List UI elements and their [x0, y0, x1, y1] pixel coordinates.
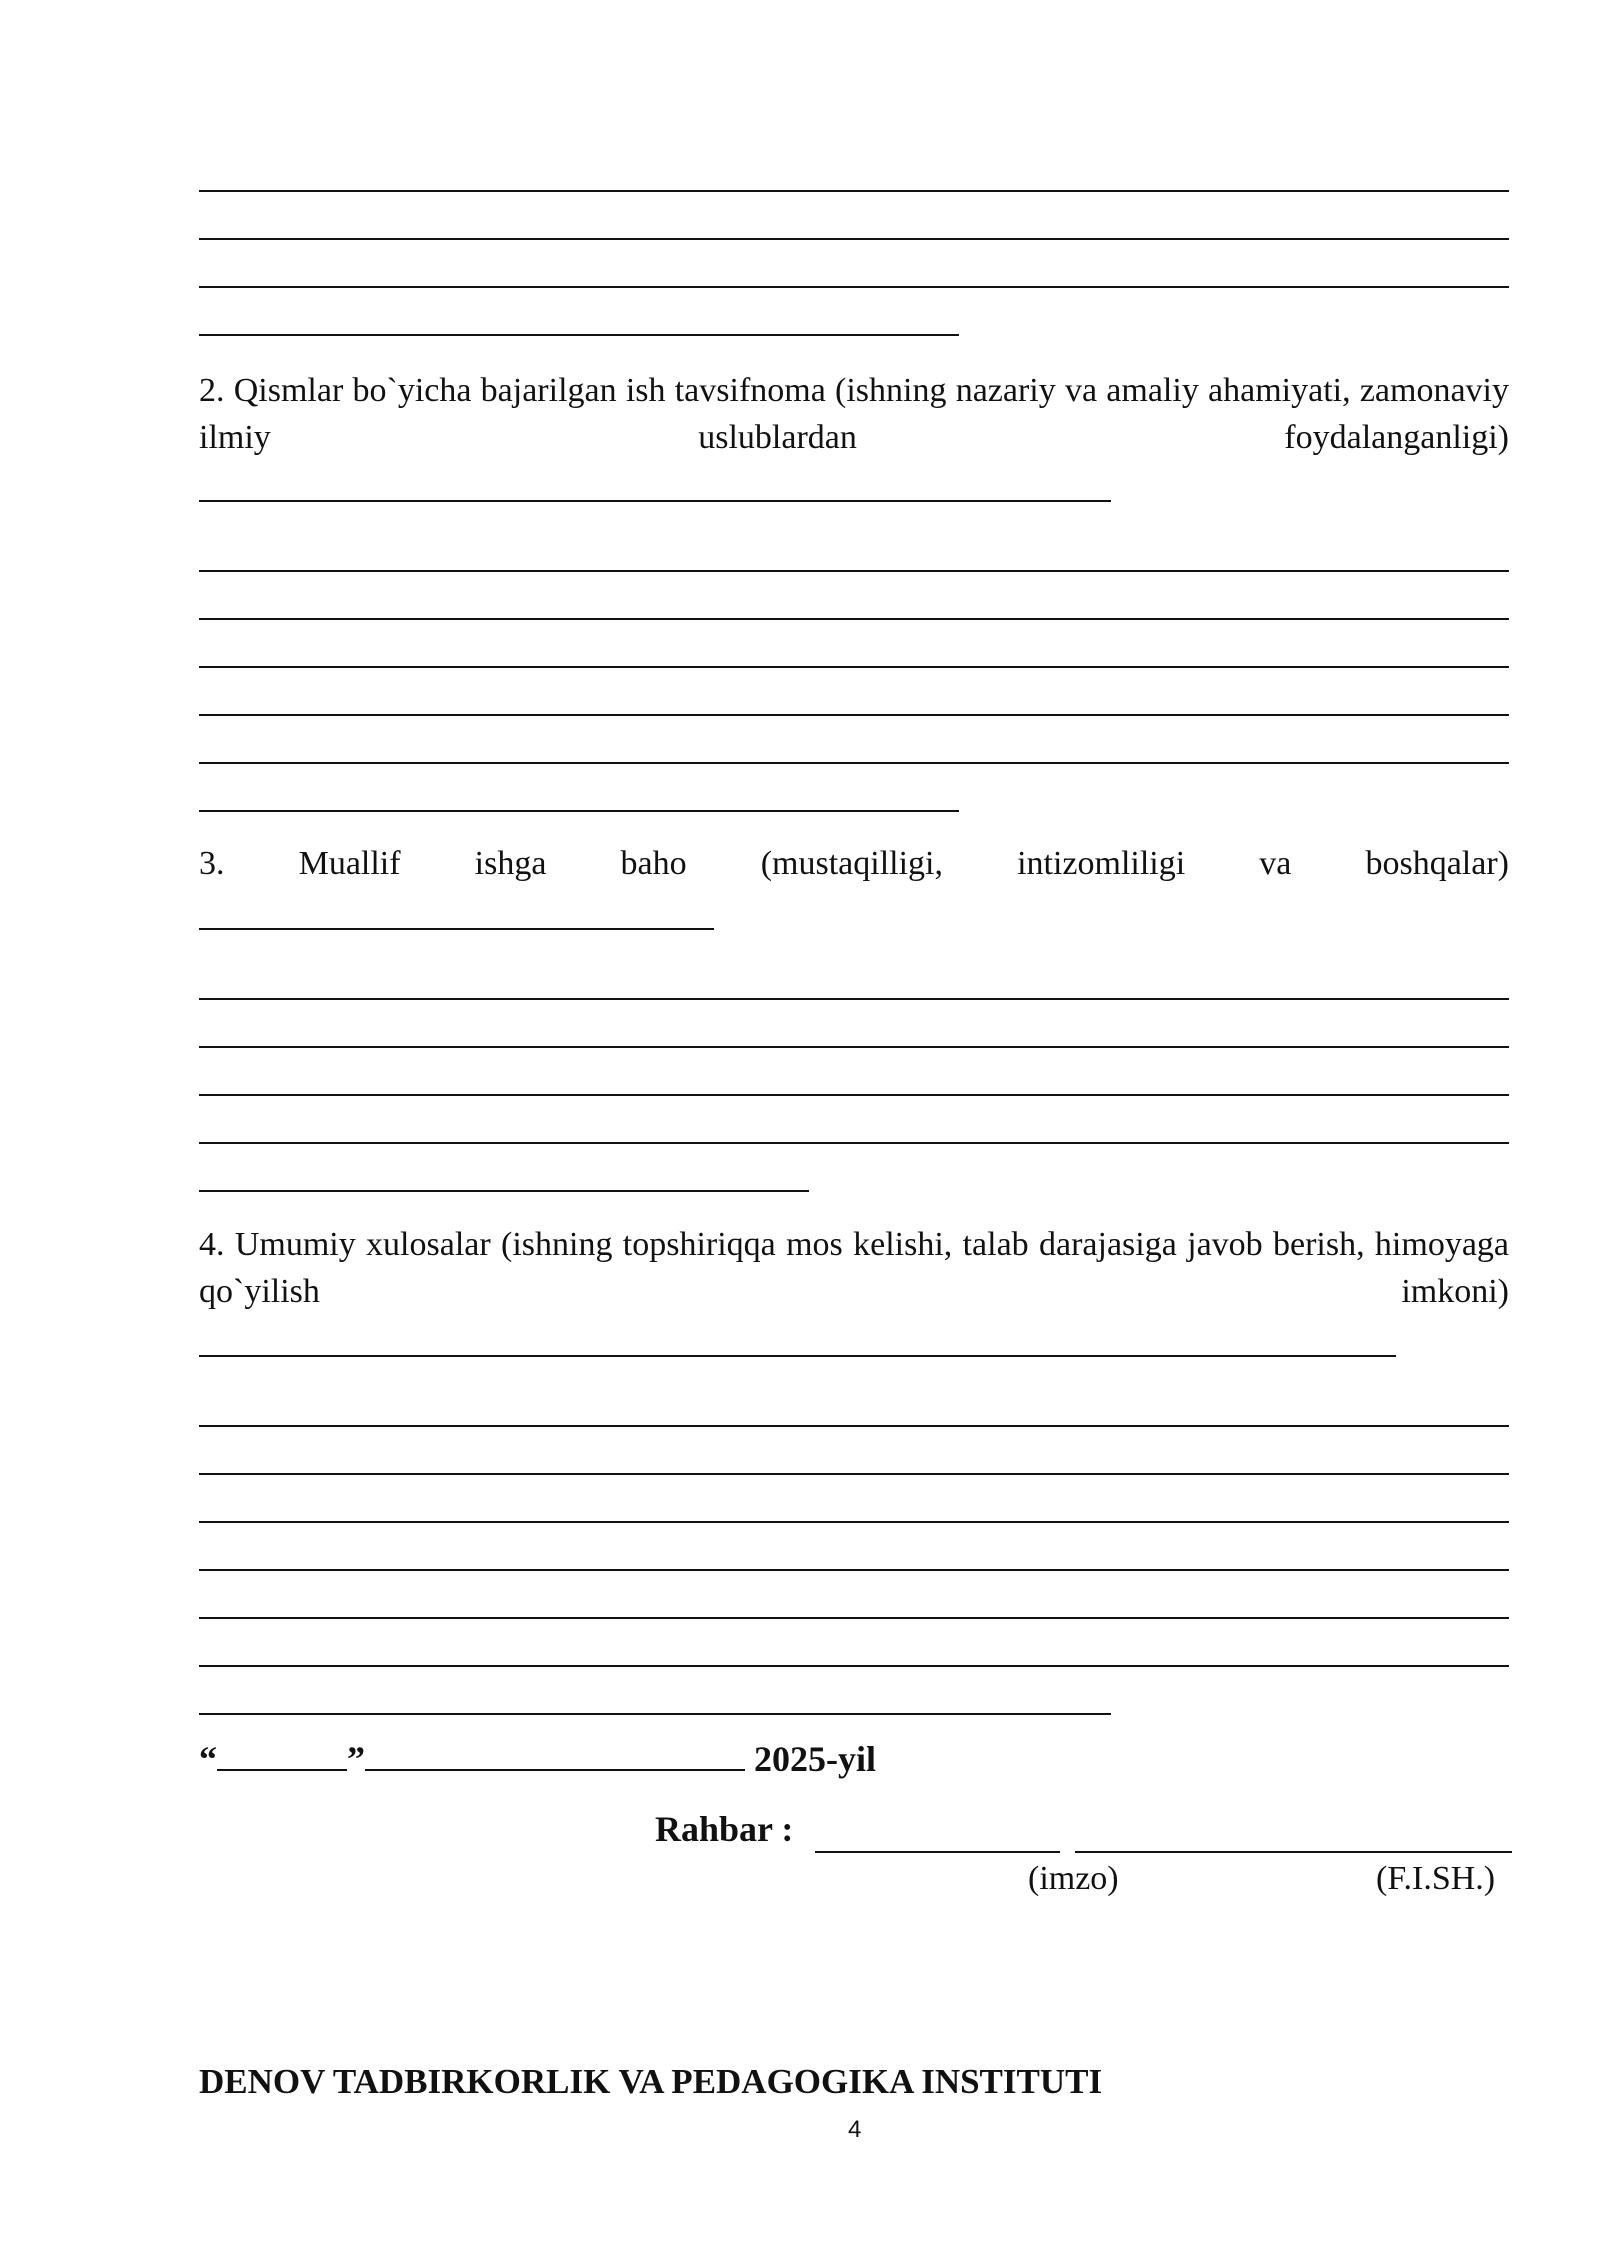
- answer-line[interactable]: [199, 1142, 1509, 1144]
- section-2-heading: 2. Qismlar bo`yicha bajarilgan ish tavsifnoma (ishning nazariy va amaliy ahamiyati, zamonaviy ilmiy uslublardan foydalanganligi): [199, 372, 1509, 456]
- institute-name: DENOV TADBIRKORLIK VA PEDAGOGIKA INSTITUTI: [199, 2062, 1103, 2101]
- signature-line[interactable]: [815, 1851, 1060, 1853]
- date-year: 2025-yil: [754, 1739, 876, 1779]
- signature-caption: (imzo): [1028, 1860, 1119, 1897]
- answer-line[interactable]: [199, 1046, 1509, 1048]
- answer-line[interactable]: [199, 1713, 1111, 1715]
- answer-line[interactable]: [199, 1617, 1509, 1619]
- answer-line[interactable]: [199, 1521, 1509, 1523]
- answer-line[interactable]: [199, 1665, 1509, 1667]
- answer-line[interactable]: [199, 666, 1509, 668]
- date-open-quote: “: [199, 1739, 217, 1779]
- answer-line[interactable]: [199, 1569, 1509, 1571]
- date-month-blank[interactable]: [365, 1739, 745, 1771]
- answer-line[interactable]: [199, 1473, 1509, 1475]
- section-4-heading: 4. Umumiy xulosalar (ishning topshiriqqa mos kelishi, talab darajasiga javob berish, himoyaga qo`yilish imkoni): [199, 1226, 1509, 1310]
- answer-line[interactable]: [199, 928, 714, 930]
- date-close-quote: ”: [347, 1739, 365, 1779]
- page-number: 4: [848, 2116, 862, 2143]
- answer-line[interactable]: [199, 190, 1509, 192]
- section-3-heading: 3. Muallif ishga baho (mustaqilligi, intizomliligi va boshqalar): [199, 845, 1509, 882]
- answer-line[interactable]: [199, 286, 1509, 288]
- answer-line[interactable]: [199, 1425, 1509, 1427]
- answer-line[interactable]: [199, 334, 959, 336]
- answer-line[interactable]: [199, 1094, 1509, 1096]
- answer-line[interactable]: [199, 500, 1111, 502]
- answer-line[interactable]: [199, 810, 959, 812]
- answer-line[interactable]: [199, 238, 1509, 240]
- full-name-caption: (F.I.SH.): [1376, 1860, 1496, 1897]
- answer-line[interactable]: [199, 1190, 809, 1192]
- full-name-line[interactable]: [1075, 1851, 1512, 1853]
- answer-line[interactable]: [199, 714, 1509, 716]
- date-line: [199, 1738, 876, 1780]
- answer-line[interactable]: [199, 570, 1509, 572]
- answer-line[interactable]: [199, 618, 1509, 620]
- answer-line[interactable]: [199, 998, 1509, 1000]
- answer-line[interactable]: [199, 762, 1509, 764]
- date-day-blank[interactable]: [217, 1739, 347, 1771]
- answer-line[interactable]: [199, 1355, 1396, 1357]
- supervisor-label: Rahbar :: [655, 1809, 794, 1849]
